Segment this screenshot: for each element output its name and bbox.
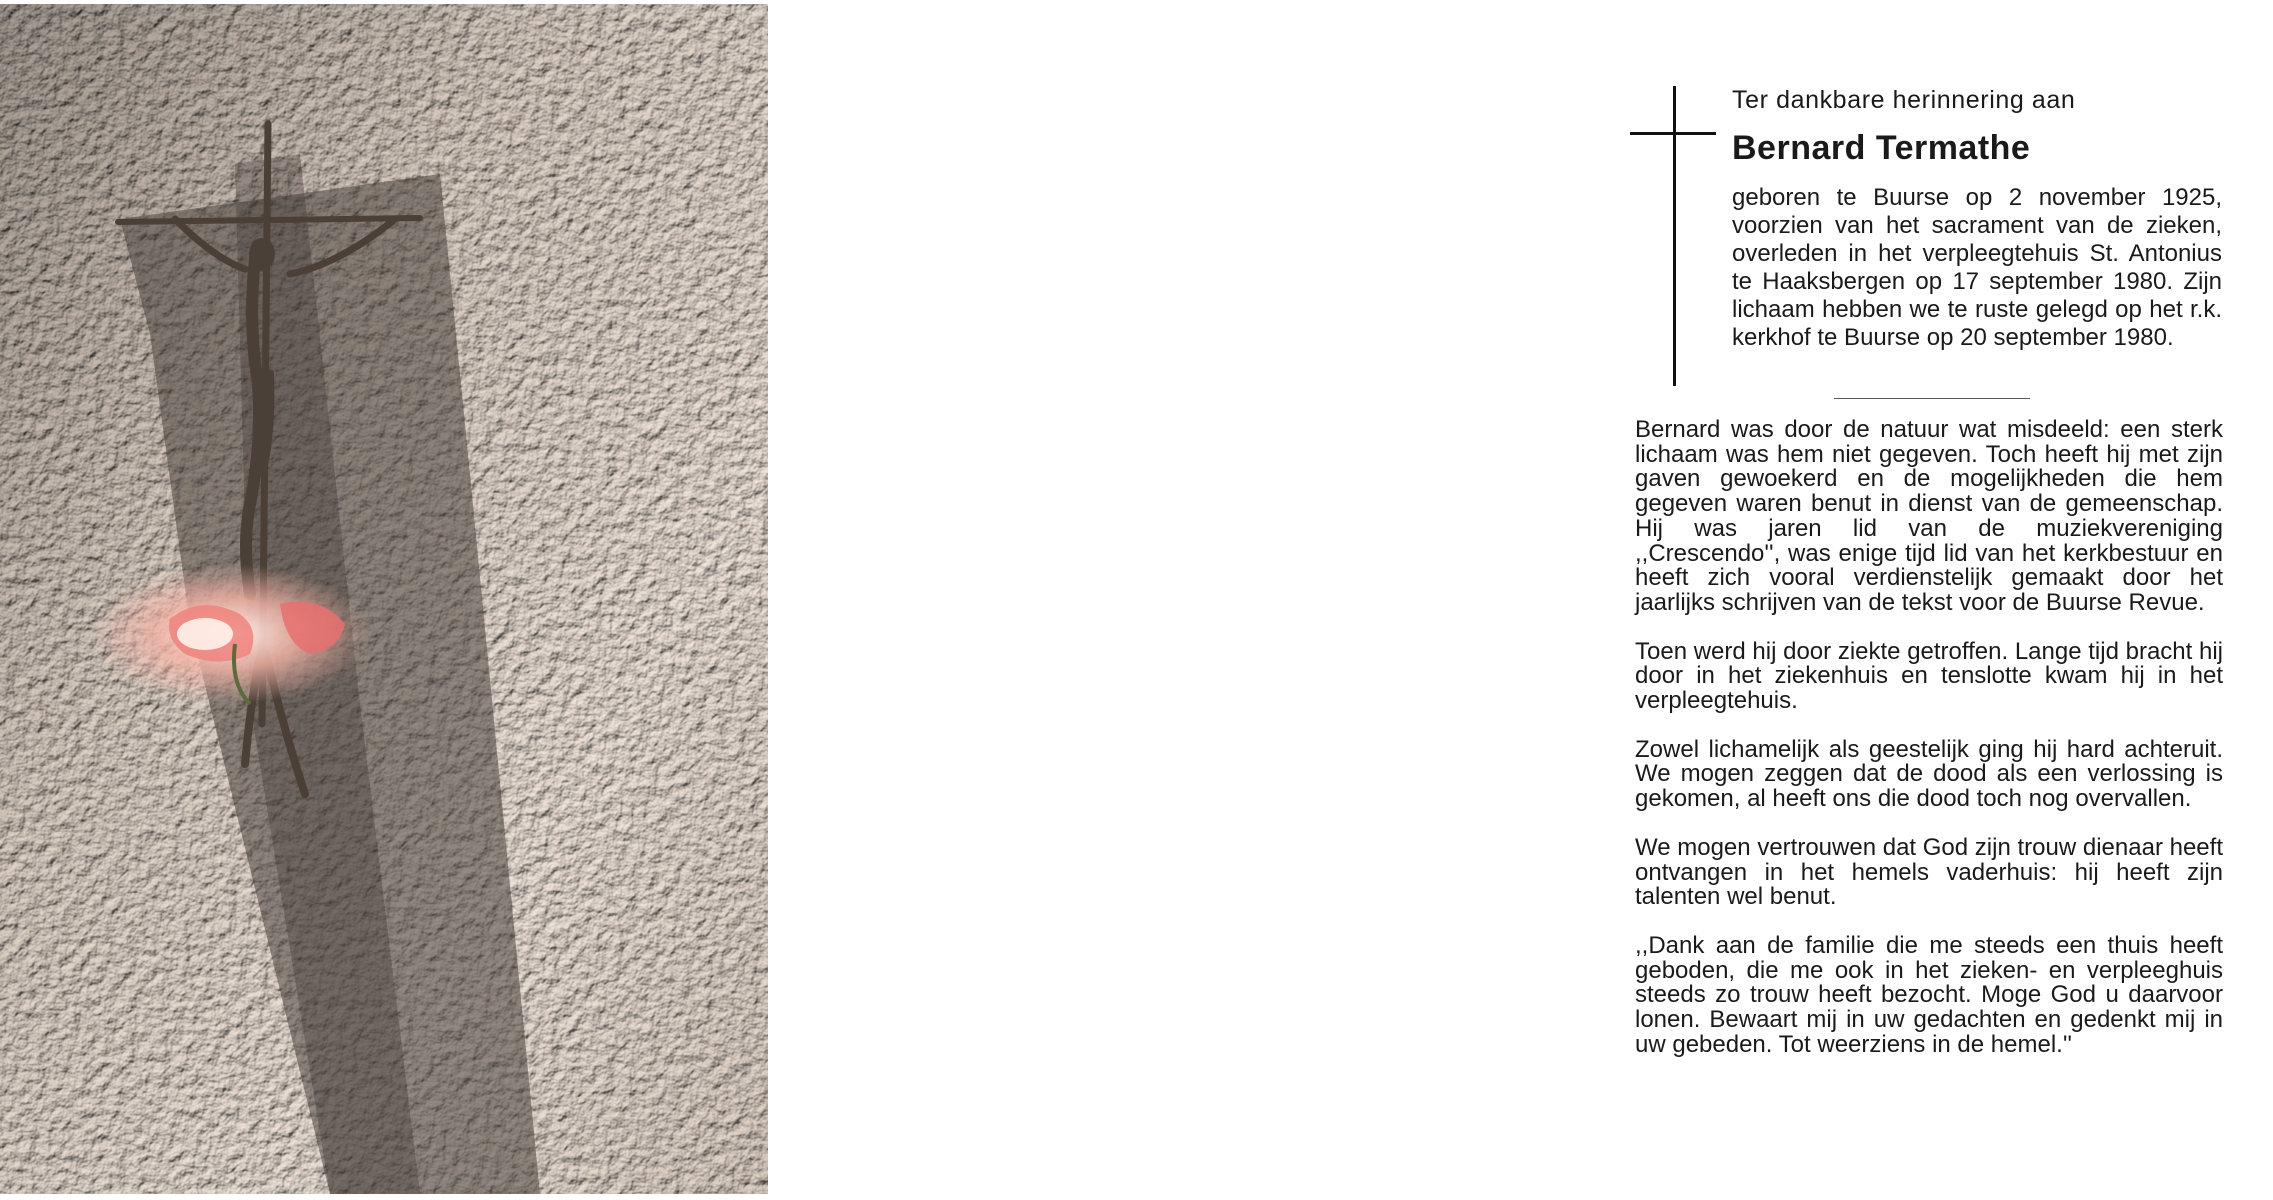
crucifix-photo bbox=[0, 4, 768, 1194]
paragraph-faith: We mogen vertrouwen dat God zijn trouw dienaar heeft ontvangen in het hemels vaderhuis: hij heeft zijn talenten wel benut. bbox=[1635, 833, 2223, 911]
card-header bbox=[1732, 84, 2222, 352]
paragraph-decline: Zowel lichamelijk als geestelijk ging hij hard achteruit. We mogen zeggen dat de dood als een verlossing is gekomen, al heeft ons die dood toch nog overvallen. bbox=[1635, 735, 2223, 813]
crucifix-image bbox=[0, 4, 768, 1194]
flower bbox=[90, 564, 370, 704]
deceased-name: Bernard Termathe bbox=[1732, 129, 2031, 167]
intro-line: Ter dankbare herinnering aan bbox=[1732, 86, 2076, 114]
paragraph-thanks: ,,Dank aan de familie die me steeds een thuis heeft geboden, die me ook in het zieken- en verpleeghuis steeds zo trouw heeft bezocht. Moge God u daarvoor lonen. Bewaart mij in uw gedachten en gedenkt mij in uw gebeden. Tot weerziens in de hemel.'' bbox=[1635, 931, 2223, 1058]
memorial-text bbox=[1635, 418, 2223, 1081]
paragraph-life: Bernard was door de natuur wat misdeeld: een sterk lichaam was hem niet gegeven. Toch heeft hij met zijn gaven gewoekerd en de mogelijkheden die hem gegeven waren benut in dienst van de gemeenschap. Hij was jaren lid van de muziekvereniging ,,Crescendo'', was enige tijd lid van het kerkbestuur en heeft zich vooral verdienstelijk gemaakt door het jaarlijks schrijven van de tekst voor de Buurse Revue. bbox=[1635, 416, 2223, 616]
paragraph-illness: Toen werd hij door ziekte getroffen. Lange tijd bracht hij door in het ziekenhuis en tenslotte kwam hij in het verpleegtehuis. bbox=[1635, 637, 2223, 715]
divider-line bbox=[1834, 398, 2030, 399]
cross-icon bbox=[1630, 86, 1716, 386]
biography-summary: geboren te Buurse op 2 november 1925, voorzien van het sacrament van de zieken, overleden in het verpleegtehuis St. Antonius te Haaksbergen op 17 september 1980. Zijn lichaam hebben we te ruste gelegd op het r.k. kerkhof te Buurse op 20 september 1980. bbox=[1732, 184, 2222, 351]
